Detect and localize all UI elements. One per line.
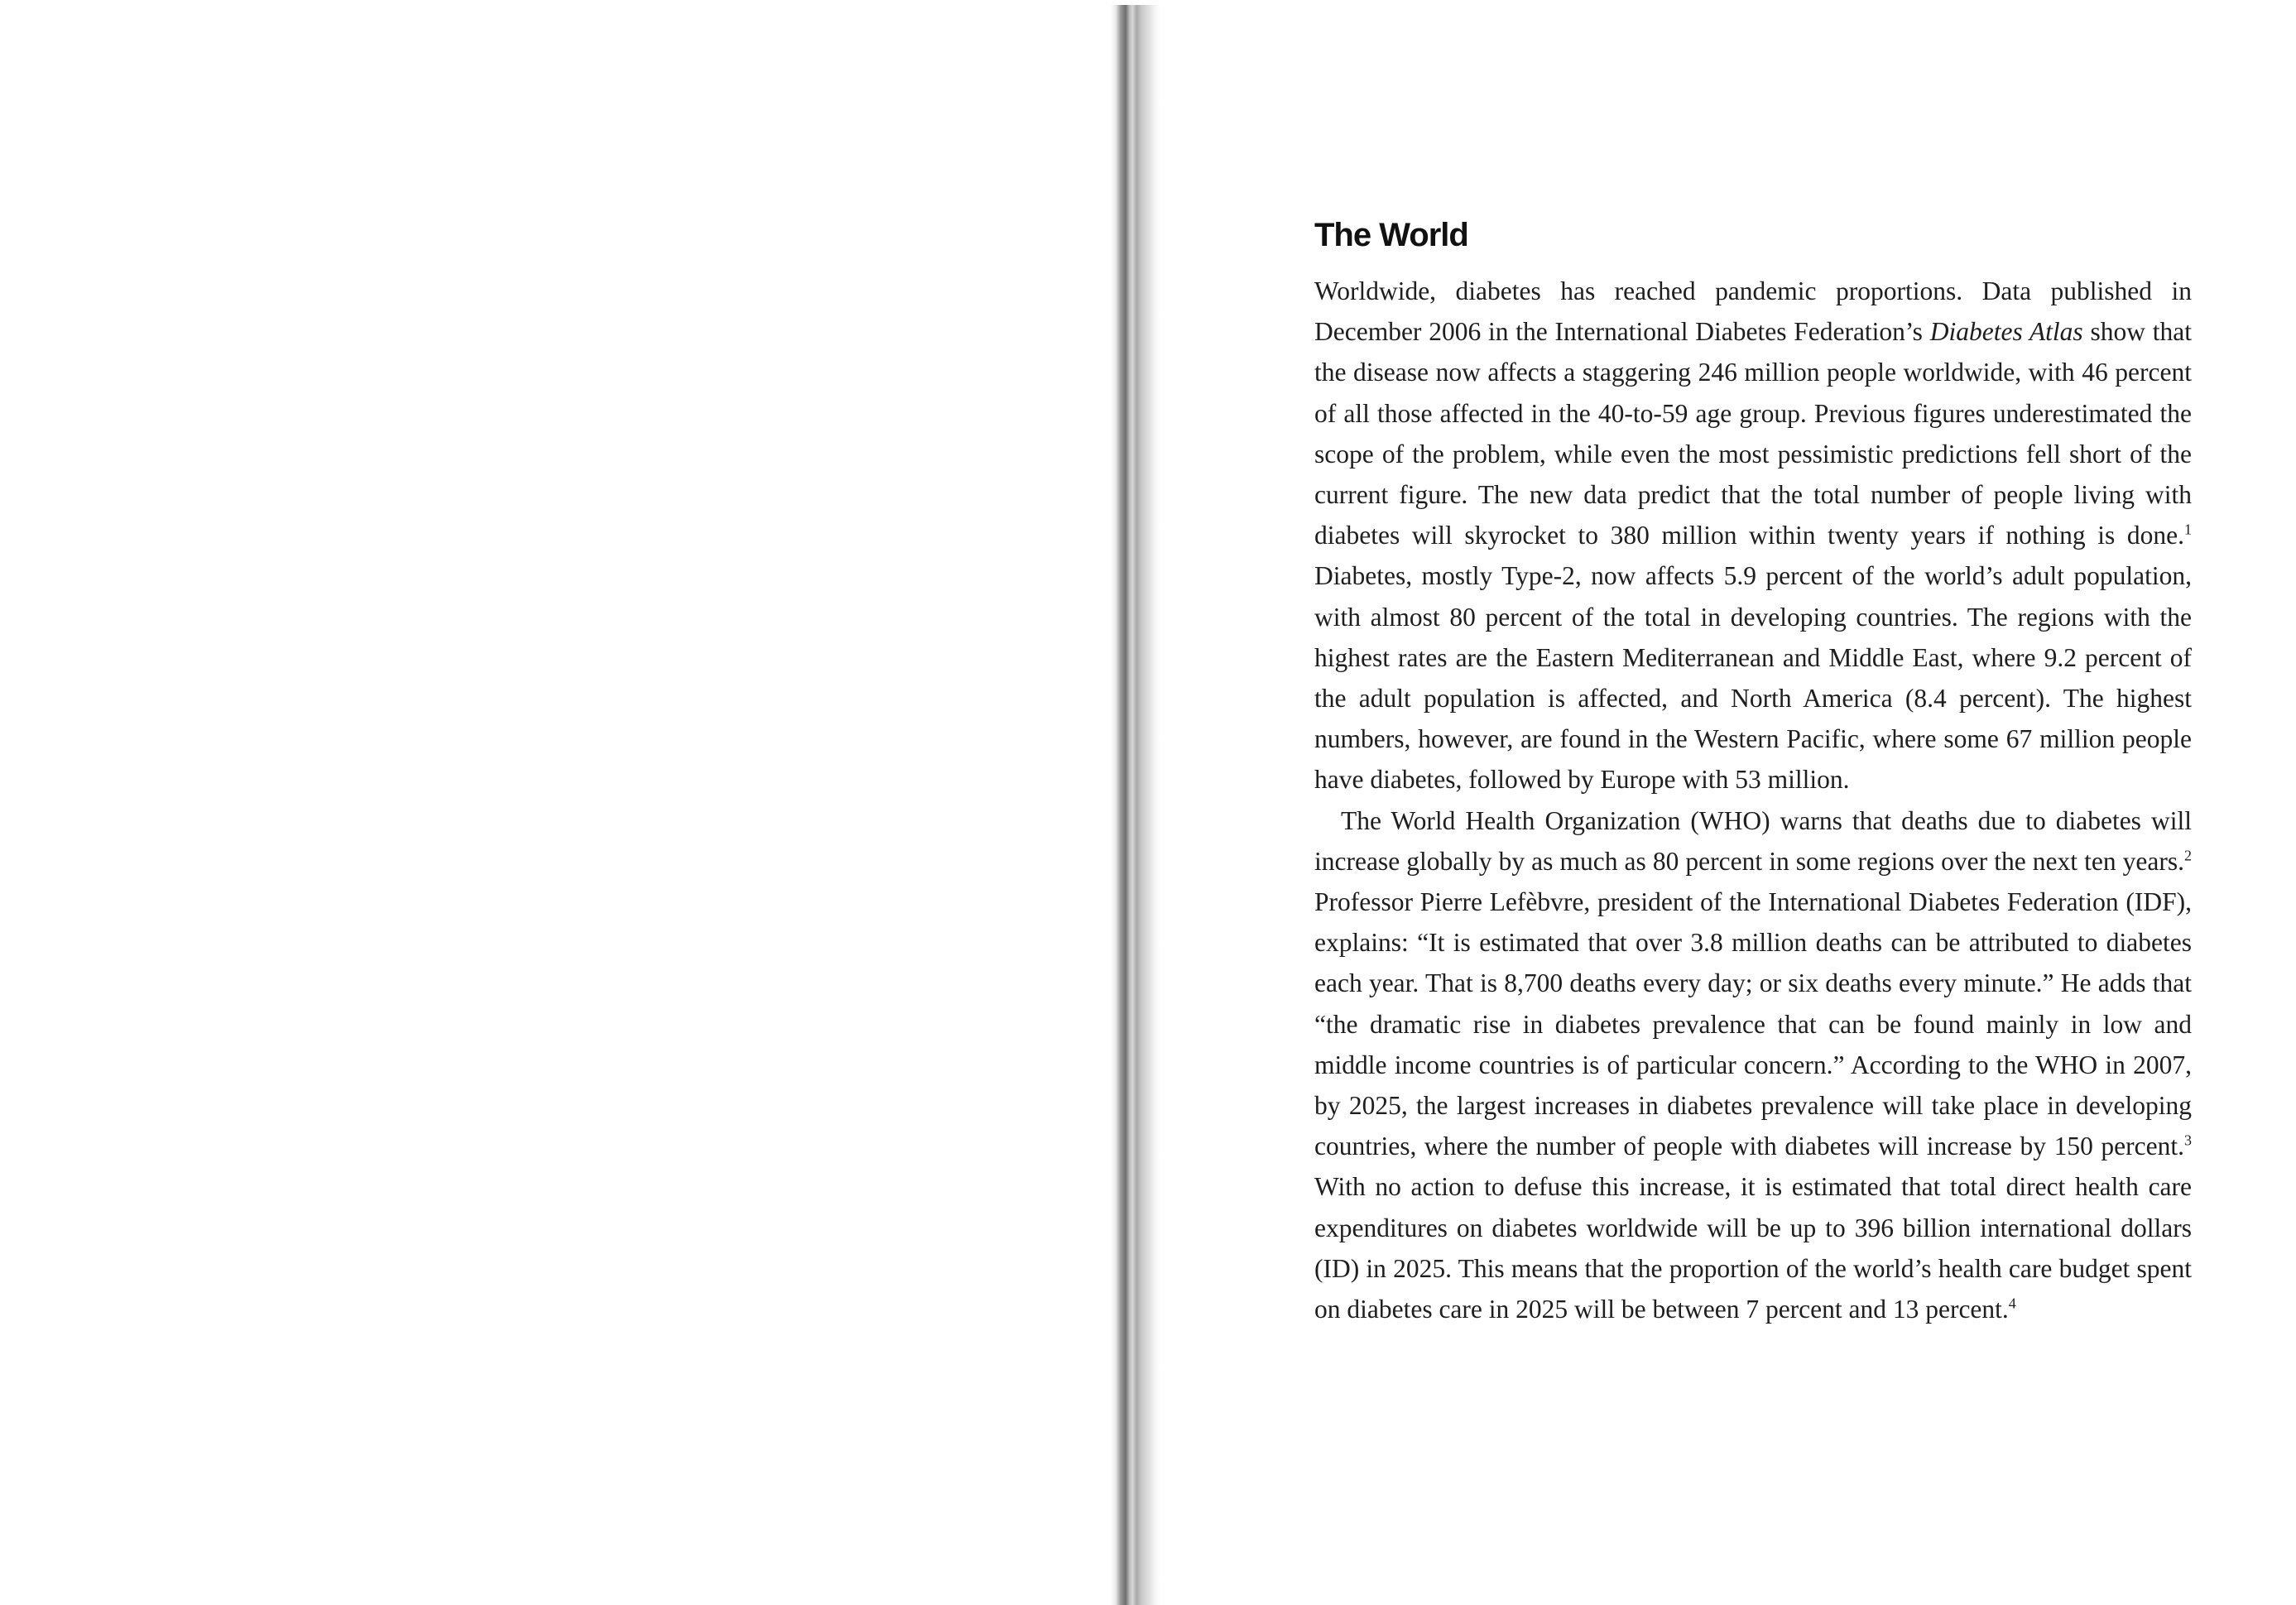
footnote-ref-4: 4 <box>2008 1295 2016 1312</box>
footnote-ref-1: 1 <box>2184 521 2192 538</box>
footnote-ref-3: 3 <box>2184 1132 2192 1149</box>
p1-italic-title: Diabetes Atlas <box>1929 317 2083 347</box>
section-heading: The World <box>1314 217 1468 253</box>
p1-text-1: Worldwide, diabetes has reached pandemic proportions. Data published in December 2006 in the International Diabetes Federation’s <box>1314 276 2192 347</box>
p2-text-1: The World Health Organization (WHO) warns that deaths due to diabetes will increase globally by as much as 80 percent in some regions over the next ten years. <box>1314 805 2192 876</box>
page-content <box>1314 217 2192 1329</box>
p2-text-3: With no action to defuse this increase, it is estimated that total direct health care expenditures on diabetes worldwide will be up to 396 billion international dollars (ID) in 2025. This means that the proportion of the world’s health care budget spent on diabetes care in 2025 will be between 7 percent and 13 percent. <box>1314 1172 2192 1324</box>
book-gutter <box>1111 5 1160 1605</box>
left-page-blank <box>0 0 1126 1605</box>
p1-text-3: Diabetes, mostly Type-2, now affects 5.9 percent of the world’s adult population, with almost 80 percent of the total in developing countries. The regions with the highest rates are the Eastern Mediterranean and Middle East, where 9.2 percent of the adult population is affected, and North America (8.4 percent). The highest numbers, however, are found in the Western Pacific, where some 67 million people have diabetes, followed by Europe with 53 million. <box>1314 561 2192 795</box>
right-page <box>1160 0 2296 1605</box>
footnote-ref-2: 2 <box>2184 847 2192 864</box>
paragraph-2 <box>1314 800 2192 1330</box>
paragraph-1 <box>1314 271 2192 800</box>
p2-text-2: Professor Pierre Lefèbvre, president of the International Diabetes Federation (IDF), explains: “It is estimated that over 3.8 million deaths can be attributed to diabetes each year. That is 8,700 deaths every day; or six deaths every minute.” He adds that “the dramatic rise in diabetes prevalence that can be found mainly in low and middle income countries is of particular concern.” According to the WHO in 2007, by 2025, the largest increases in diabetes prevalence will take place in developing countries, where the number of people with diabetes will increase by 150 percent. <box>1314 887 2192 1161</box>
p1-text-2: show that the disease now affects a staggering 246 million people worldwide, with 46 percent of all those affected in the 40-to-59 age group. Previous figures underestimated the scope of the problem, while even the most pessimistic predictions fell short of the current figure. The new data predict that the total number of people living with diabetes will skyrocket to 380 million within twenty years if nothing is done. <box>1314 317 2192 550</box>
